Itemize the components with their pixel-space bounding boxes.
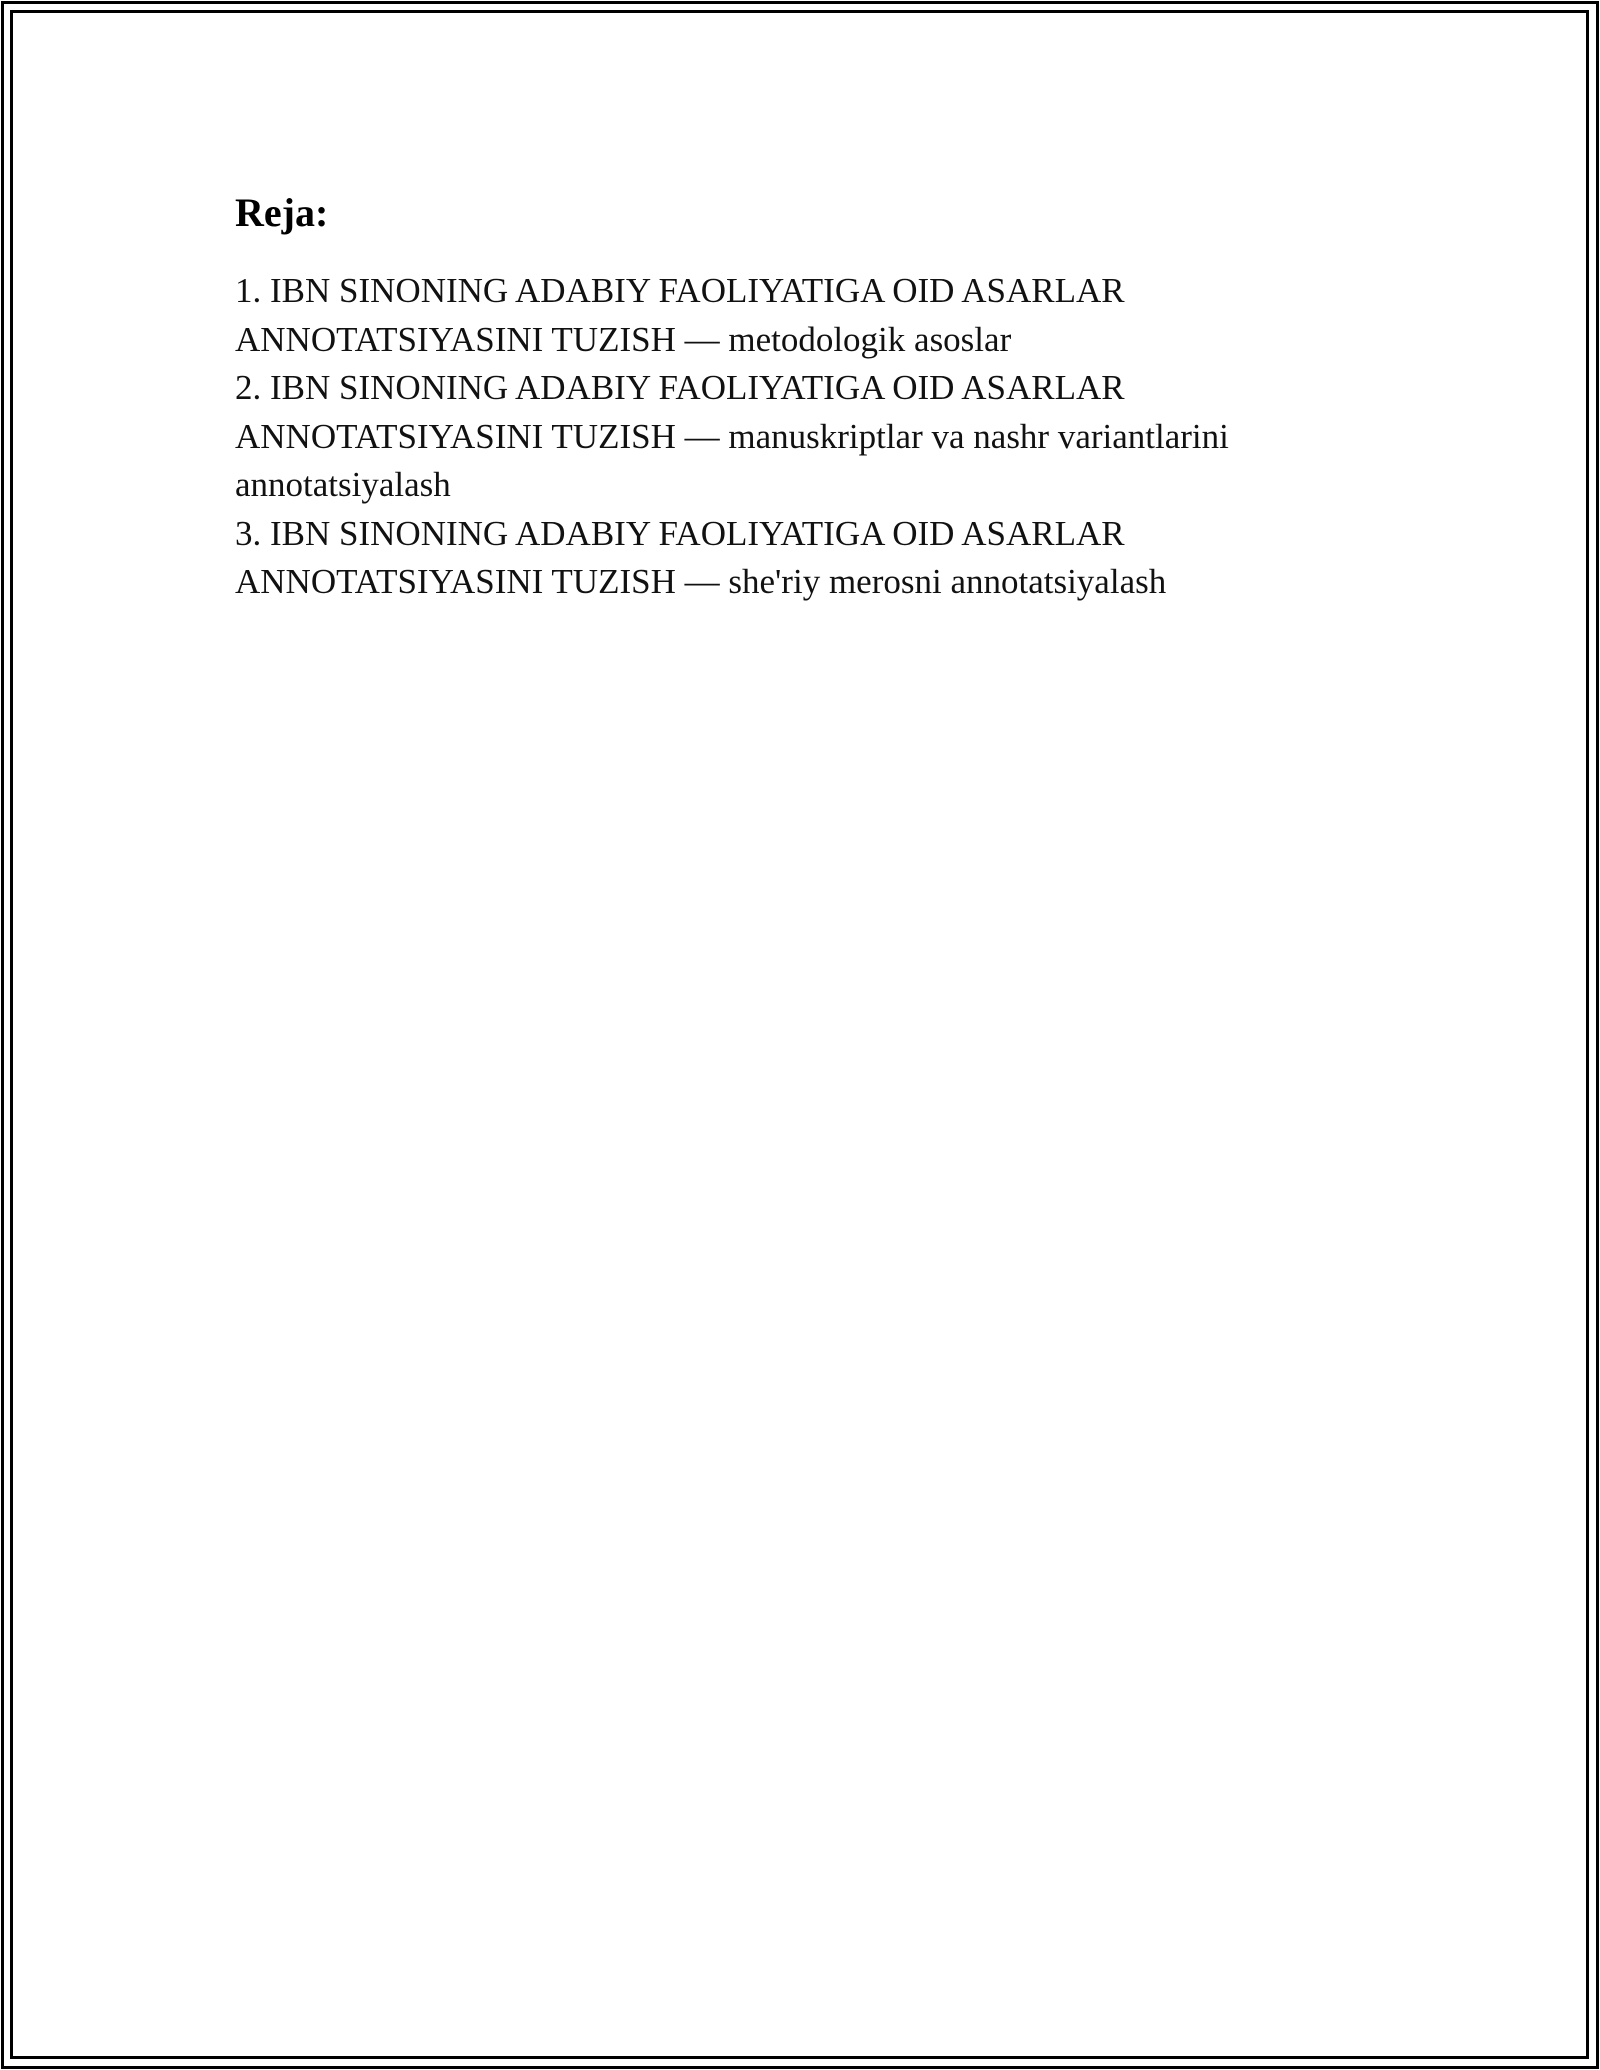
plan-list xyxy=(235,267,1365,607)
document-content xyxy=(235,185,1365,607)
plan-item-2: 2. IBN SINONING ADABIY FAOLIYATIGA OID ASARLAR ANNOTATSIYASINI TUZISH — manuskriptlar va nashr variantlarini annotatsiyalash xyxy=(235,368,1229,504)
plan-item-3: 3. IBN SINONING ADABIY FAOLIYATIGA OID ASARLAR ANNOTATSIYASINI TUZISH — she'riy merosni annotatsiyalash xyxy=(235,513,1167,601)
plan-item-1: 1. IBN SINONING ADABIY FAOLIYATIGA OID ASARLAR ANNOTATSIYASINI TUZISH — metodologik asoslar xyxy=(235,271,1125,359)
page-title: Reja: xyxy=(235,190,329,235)
